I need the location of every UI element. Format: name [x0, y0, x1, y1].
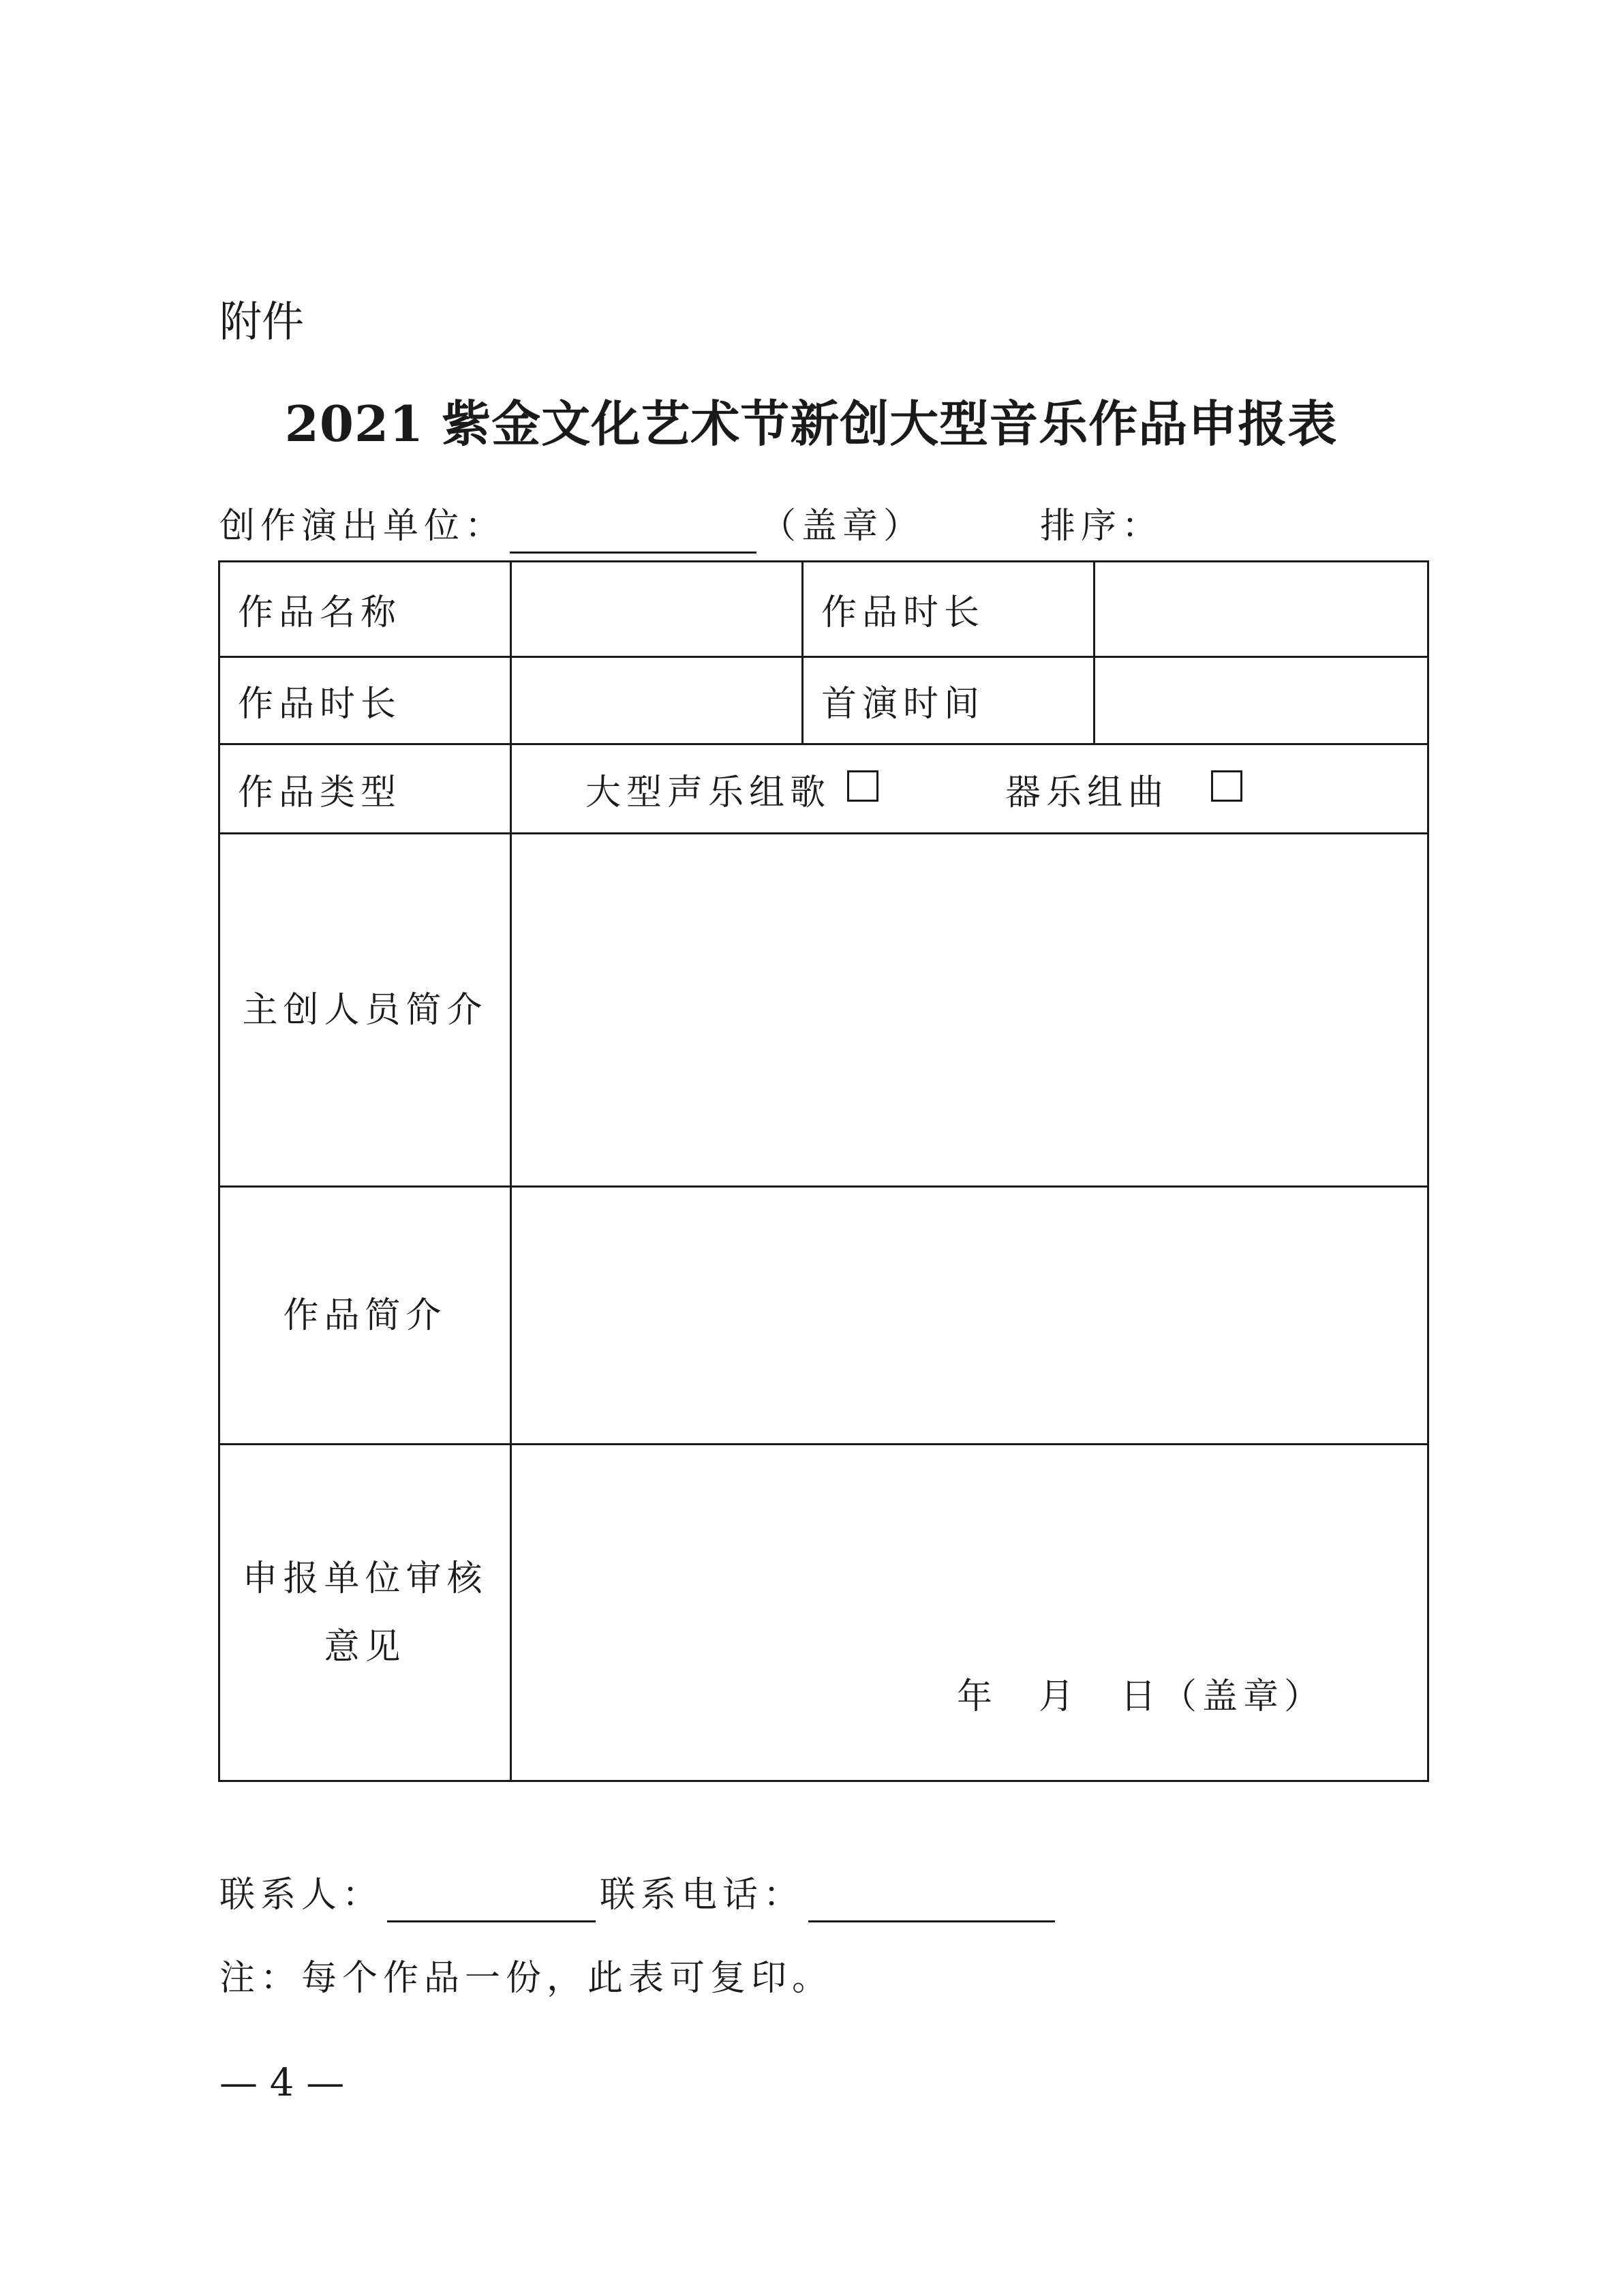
contact-line — [219, 1868, 1059, 1922]
unit-input-line[interactable] — [510, 511, 756, 554]
creators-label: 主创人员简介 — [219, 834, 511, 1187]
contact-phone-input-line[interactable] — [808, 1879, 1055, 1922]
review-label — [219, 1445, 511, 1781]
unit-line — [219, 499, 1163, 554]
duration-field-right[interactable] — [1095, 562, 1428, 657]
table-row — [219, 657, 1428, 744]
review-opinion-field[interactable] — [511, 1445, 1428, 1781]
table-row — [219, 562, 1428, 657]
type-option-vocal-label: 大型声乐组歌 — [585, 772, 831, 813]
contact-person-input-line[interactable] — [387, 1879, 596, 1922]
seal-note: （盖章） — [761, 506, 925, 547]
instrumental-suite-checkbox[interactable] — [1211, 770, 1242, 802]
type-options-cell — [511, 744, 1428, 834]
type-options — [512, 745, 1427, 832]
table-row — [219, 834, 1428, 1187]
duration-label-right: 作品时长 — [803, 562, 1095, 657]
application-form-table — [218, 560, 1429, 1782]
attachment-label: 附件 — [219, 297, 305, 346]
work-name-label: 作品名称 — [219, 562, 511, 657]
table-row — [219, 744, 1428, 834]
form-title: 2021 紫金文化艺术节新创大型音乐作品申报表 — [284, 395, 1338, 453]
duration-field-left[interactable] — [511, 657, 803, 744]
type-option-instrumental-label: 器乐组曲 — [1005, 772, 1169, 813]
work-name-field[interactable] — [511, 562, 803, 657]
table-row — [219, 1445, 1428, 1781]
premiere-label: 首演时间 — [803, 657, 1095, 744]
table-row — [219, 1187, 1428, 1445]
work-intro-field[interactable] — [511, 1187, 1428, 1445]
premiere-field[interactable] — [1095, 657, 1428, 744]
review-label-line2: 意见 — [324, 1626, 406, 1667]
date-stamp: 年 月 日（盖章） — [956, 1676, 1325, 1717]
contact-phone-label: 联系电话： — [600, 1875, 805, 1916]
vocal-suite-checkbox[interactable] — [847, 770, 878, 802]
type-label: 作品类型 — [219, 744, 511, 834]
footnote: 注：每个作品一份，此表可复印。 — [219, 1958, 833, 1999]
work-intro-label: 作品简介 — [219, 1187, 511, 1445]
review-label-line1: 申报单位审核 — [242, 1558, 488, 1599]
order-label: 排序： — [1040, 506, 1163, 547]
contact-person-label: 联系人： — [219, 1875, 384, 1916]
page-number: — 4 — — [219, 2061, 345, 2105]
duration-label-left: 作品时长 — [219, 657, 511, 744]
unit-label: 创作演出单位： — [219, 506, 506, 547]
creators-field[interactable] — [511, 834, 1428, 1187]
